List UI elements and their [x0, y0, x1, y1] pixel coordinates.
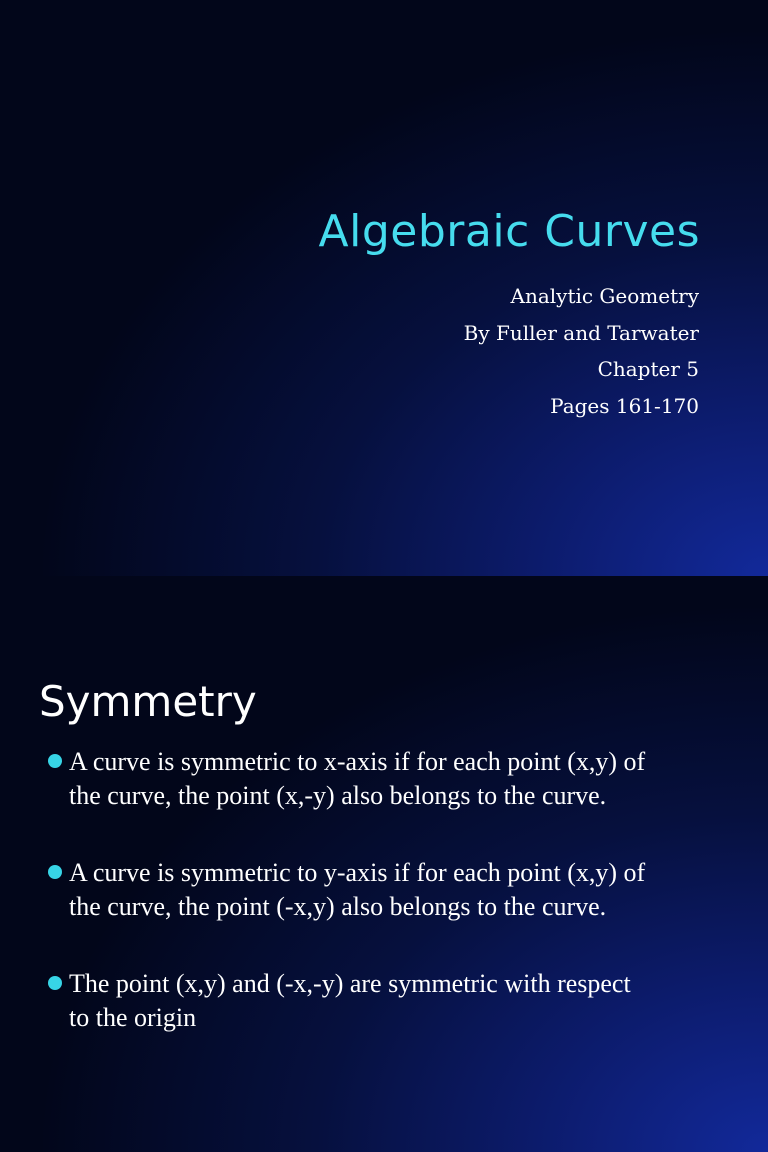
bullet-text-line: to the origin — [69, 1003, 197, 1032]
bullet-text-line: The point (x,y) and (-x,-y) are symmetric with respect — [69, 969, 631, 998]
slide-title: Algebraic Curves — [318, 206, 700, 257]
bullet-text-line: A curve is symmetric to x-axis if for each point (x,y) of — [69, 747, 646, 776]
bullet-item — [69, 856, 749, 924]
bullet-dot-icon — [48, 754, 62, 768]
subtitle-block — [464, 278, 699, 424]
subtitle-line: By Fuller and Tarwater — [463, 320, 699, 345]
bullet-text-line: the curve, the point (-x,y) also belongs to the curve. — [69, 892, 607, 921]
bullet-dot-icon — [48, 865, 62, 879]
subtitle-line: Pages 161-170 — [550, 393, 699, 418]
subtitle-line: Chapter 5 — [597, 357, 699, 381]
bullet-dot-icon — [48, 976, 62, 990]
bullet-text-line: A curve is symmetric to y-axis if for each point (x,y) of — [69, 858, 646, 887]
content-slide — [0, 576, 768, 1152]
bullet-item — [69, 745, 749, 813]
bullet-item — [69, 967, 749, 1035]
subtitle-line: Analytic Geometry — [510, 284, 699, 308]
slide-heading: Symmetry — [39, 677, 257, 726]
bullet-text-line: the curve, the point (x,-y) also belongs to the curve. — [69, 781, 607, 810]
